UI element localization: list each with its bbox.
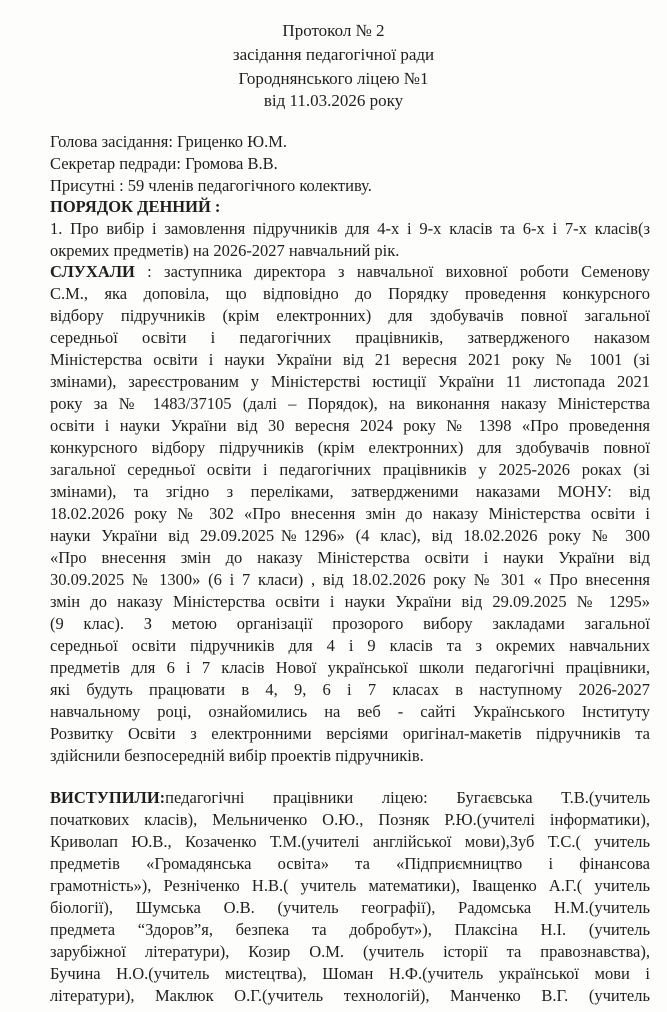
heard-first-line — [50, 261, 650, 283]
heard-line: середньої освіти і педагогічних працівників, затвердженого наказом — [50, 328, 650, 347]
heard-line: 18.02.2026 року № 302 «Про внесення змін до наказу Міністерства освіти і — [50, 504, 650, 523]
school-name: Городнянського ліцею №1 — [238, 69, 429, 88]
spoke-line: літератури), Маклюк О.Г.(учитель технологій), Манченко В.Г. (учитель — [50, 986, 650, 1005]
agenda-heading: ПОРЯДОК ДЕННИЙ : — [50, 197, 221, 216]
heard-line: С.М., яка доповіла, що відповідно до Порядку проведення конкурсного — [50, 284, 650, 303]
heard-first-line-text: : заступника директора з навчальної виховної роботи Семенову — [134, 262, 650, 281]
heard-line: змінами), та згідно з переліками, затвердженими наказами МОНУ: від — [50, 482, 650, 501]
spoke-label: ВИСТУПИЛИ: — [50, 788, 166, 807]
chair-line: Голова засідання: Гриценко Ю.М. — [50, 132, 288, 151]
heard-line: конкурсного відбору підручників (крім електронних) для здобувачів повної — [50, 438, 650, 457]
heard-line: середньої освіти підручників для 4 і 9 класів та з окремих навчальних — [50, 636, 650, 655]
agenda-item-line: 1. Про вибір і замовлення підручників для 4-х і 9-х класів та 6-х і 7-х класів(з — [50, 219, 650, 238]
spoke-line: предмета “Здоров”я, безпека та добробут»), Плаксіна Н.І. (учитель — [50, 920, 650, 939]
heard-line: змін до наказу Міністерства освіти і науки України від 29.09.2025 № 1295» — [50, 592, 650, 611]
heard-line: Розвитку Освіти з електронними версіями оригінал-макетів підручників та — [50, 724, 650, 743]
spoke-first-line-text: педагогічні працівники ліцею: Бугаєвська Т.В.(учитель — [165, 788, 650, 807]
present-line: Присутні : 59 членів педагогічного колективу. — [50, 176, 372, 195]
spoke-line: предметів «Громадянська освіта» та «Підприємництво і фінансова — [50, 854, 650, 873]
heard-line: 30.09.2025 № 1300» (6 і 7 класи) , від 18.02.2026 року № 301 « Про внесення — [50, 570, 650, 589]
spoke-line: Бучина Н.О.(учитель мистецтва), Шоман Н.Ф.(учитель української мови і — [50, 964, 650, 983]
heard-line: «Про внесення змін до наказу Міністерства освіти і науки України від — [50, 548, 650, 567]
spoke-line: Криволап Ю.В., Козаченко Т.М.(учителі англійської мови),Зуб Т.С.( учитель — [50, 832, 650, 851]
heard-line: загальної середньої освіти і педагогічних працівників у 2025-2026 роках (зі — [50, 460, 650, 479]
heard-line: навчальному році, ознайомились на веб - сайті Українського Інституту — [50, 702, 650, 721]
spoke-line: початкових класів), Мельниченко О.Ю., Позняк Р.Ю.(учителі інформатики), — [50, 810, 650, 829]
spoke-first-line — [50, 787, 650, 809]
heard-line: (9 клас). З метою організації прозорого вибору закладами загальної — [50, 614, 650, 633]
heard-line: предметів для 6 і 7 класів Нової української школи педагогічні працівники, — [50, 658, 650, 677]
secretary-line: Секретар педради: Громова В.В. — [50, 154, 278, 173]
heard-line: змінами), зареєстрованим у Міністерстві юстиції України 11 листопада 2021 — [50, 372, 650, 391]
agenda-item-line: окремих предметів) на 2026-2027 навчальний рік. — [50, 241, 400, 260]
heard-line: Міністерства освіти і науки України від 21 вересня 2021 року № 1001 (зі — [50, 350, 650, 369]
protocol-date: від 11.03.2026 року — [263, 91, 404, 110]
protocol-title: Протокол № 2 — [282, 21, 385, 40]
spoke-line: зарубіжної літератури), Козир О.М. (учитель історії та правознавства), — [50, 942, 650, 961]
heard-label: СЛУХАЛИ — [50, 262, 135, 281]
protocol-subtitle: засідання педагогічної ради — [232, 45, 435, 64]
spoke-line: грамотність»), Резніченко Н.В.( учитель математики), Іващенко А.Г.( учитель — [50, 876, 650, 895]
heard-line: року за № 1483/37105 (далі – Порядок), на виконання наказу Міністерства — [50, 394, 650, 413]
heard-line: відбору підручників (крім електронних) для здобувачів повної загальної — [50, 306, 650, 325]
heard-line: науки України від 29.09.2025№1296» (4 клас), від 18.02.2026 року № 300 — [50, 526, 650, 545]
spoke-line: біології), Шумська О.В. (учитель географії), Радомська Н.М.(учитель — [50, 898, 650, 917]
heard-line: освіти і науки України від 30 вересня 2024 року № 1398 «Про проведення — [50, 416, 650, 435]
heard-last-line: здійснили безпосередній вибір проектів підручників. — [50, 746, 424, 765]
heard-line: які будуть працювати в 4, 9, 6 і 7 класах в наступному 2026-2027 — [50, 680, 650, 699]
